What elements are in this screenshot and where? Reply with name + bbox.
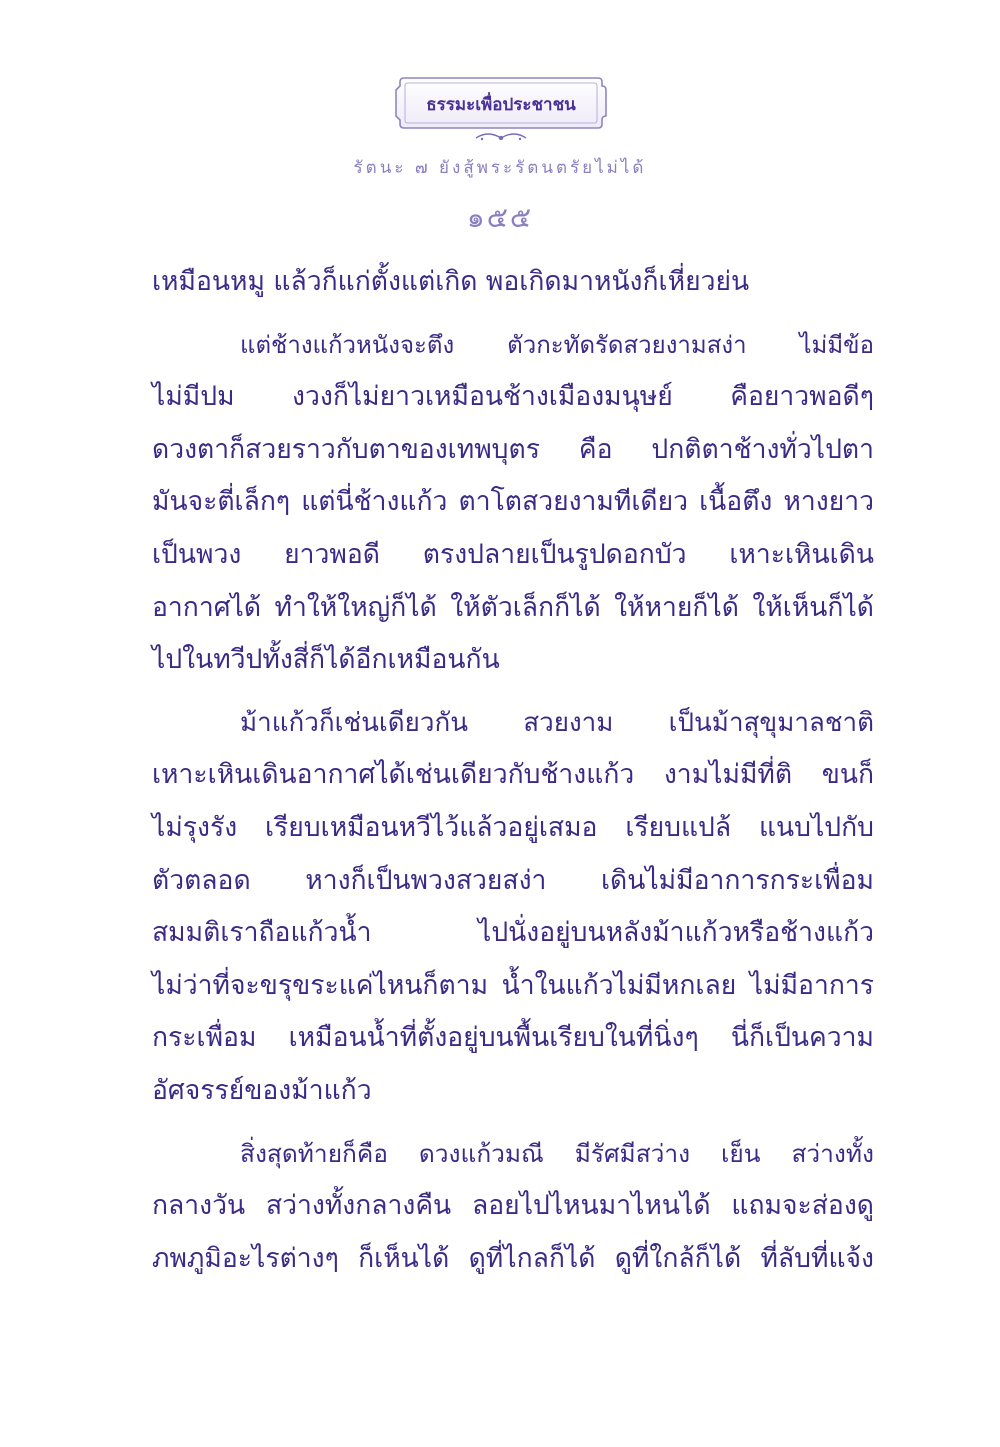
text-line: ม้าแก้วก็เช่นเดียวกัน สวยงาม เป็นม้าสุขุมาลชาติ: [240, 707, 874, 738]
page-number: ๑๕๕: [466, 201, 534, 234]
chapter-title: รัตนะ ๗ ยังสู้พระรัตนตรัยไม่ได้: [353, 158, 647, 178]
text-line: อัศจรรย์ของม้าแก้ว: [152, 1074, 372, 1106]
text-line: สมมติเราถือแก้วน้ำ ไปนั่งอยู่บนหลังม้าแก้วหรือช้างแก้ว: [152, 917, 874, 949]
text-line: ไม่ว่าที่จะขรุขระแค่ไหนก็ตาม น้ำในแก้วไม่มีหกเลย ไม่มีอาการ: [152, 969, 874, 1001]
body-text: [152, 256, 874, 1285]
text-line: เหมือนหมู แล้วก็แก่ตั้งแต่เกิด พอเกิดมาหนังก็เหี่ยวย่น: [152, 266, 750, 297]
text-line: ภพภูมิอะไรต่างๆ ก็เห็นได้ ดูที่ไกลก็ได้ ดูที่ใกล้ก็ได้ ที่ลับที่แจ้ง: [152, 1242, 874, 1274]
text-line: อากาศได้ ทำให้ใหญ่ก็ได้ ให้ตัวเล็กก็ได้ ให้หายก็ได้ ให้เห็นก็ได้: [152, 591, 874, 623]
text-line: ไม่มีปม งวงก็ไม่ยาวเหมือนช้างเมืองมนุษย์ คือยาวพอดีๆ: [152, 381, 874, 413]
text-line: มันจะตี่เล็กๆ แต่นี่ช้างแก้ว ตาโตสวยงามทีเดียว เนื้อตึง หางยาว: [152, 486, 874, 518]
paragraph-4: [152, 1128, 874, 1286]
text-line: ดวงตาก็สวยราวกับตาของเทพบุตร คือ ปกติตาช้างทั่วไปตา: [152, 433, 874, 465]
text-line: กระเพื่อม เหมือนน้ำที่ตั้งอยู่บนพื้นเรียบในที่นิ่งๆ นี่ก็เป็นความ: [152, 1022, 874, 1054]
text-line: เหาะเหินเดินอากาศได้เช่นเดียวกับช้างแก้ว งามไม่มีที่ติ ขนก็: [152, 759, 874, 791]
paragraph-3: [152, 697, 874, 1118]
text-line: ตัวตลอด หางก็เป็นพวงสวยสง่า เดินไม่มีอาการกระเพื่อม: [152, 864, 874, 896]
publication-logo: [390, 72, 612, 152]
logo-text: ธรรมะเพื่อประชาชน: [426, 95, 576, 115]
text-line: ไม่รุงรัง เรียบเหมือนหวีไว้แล้วอยู่เสมอ เรียบแปล้ แนบไปกับ: [152, 811, 874, 843]
text-line: กลางวัน สว่างทั้งกลางคืน ลอยไปไหนมาไหนได้ แถมจะส่องดู: [152, 1190, 874, 1222]
paragraph-2: [152, 319, 874, 687]
text-line: ไปในทวีปทั้งสี่ก็ได้อีกเหมือนกัน: [152, 644, 500, 676]
text-line: แต่ช้างแก้วหนังจะตึง ตัวกะทัดรัดสวยงามสง่า ไม่มีข้อ: [240, 330, 874, 359]
paragraph-1: [152, 256, 874, 309]
text-line: สิ่งสุดท้ายก็คือ ดวงแก้วมณี มีรัศมีสว่าง เย็น สว่างทั้ง: [240, 1138, 874, 1168]
text-line: เป็นพวง ยาวพอดี ตรงปลายเป็นรูปดอกบัว เหาะเหินเดิน: [152, 538, 874, 570]
